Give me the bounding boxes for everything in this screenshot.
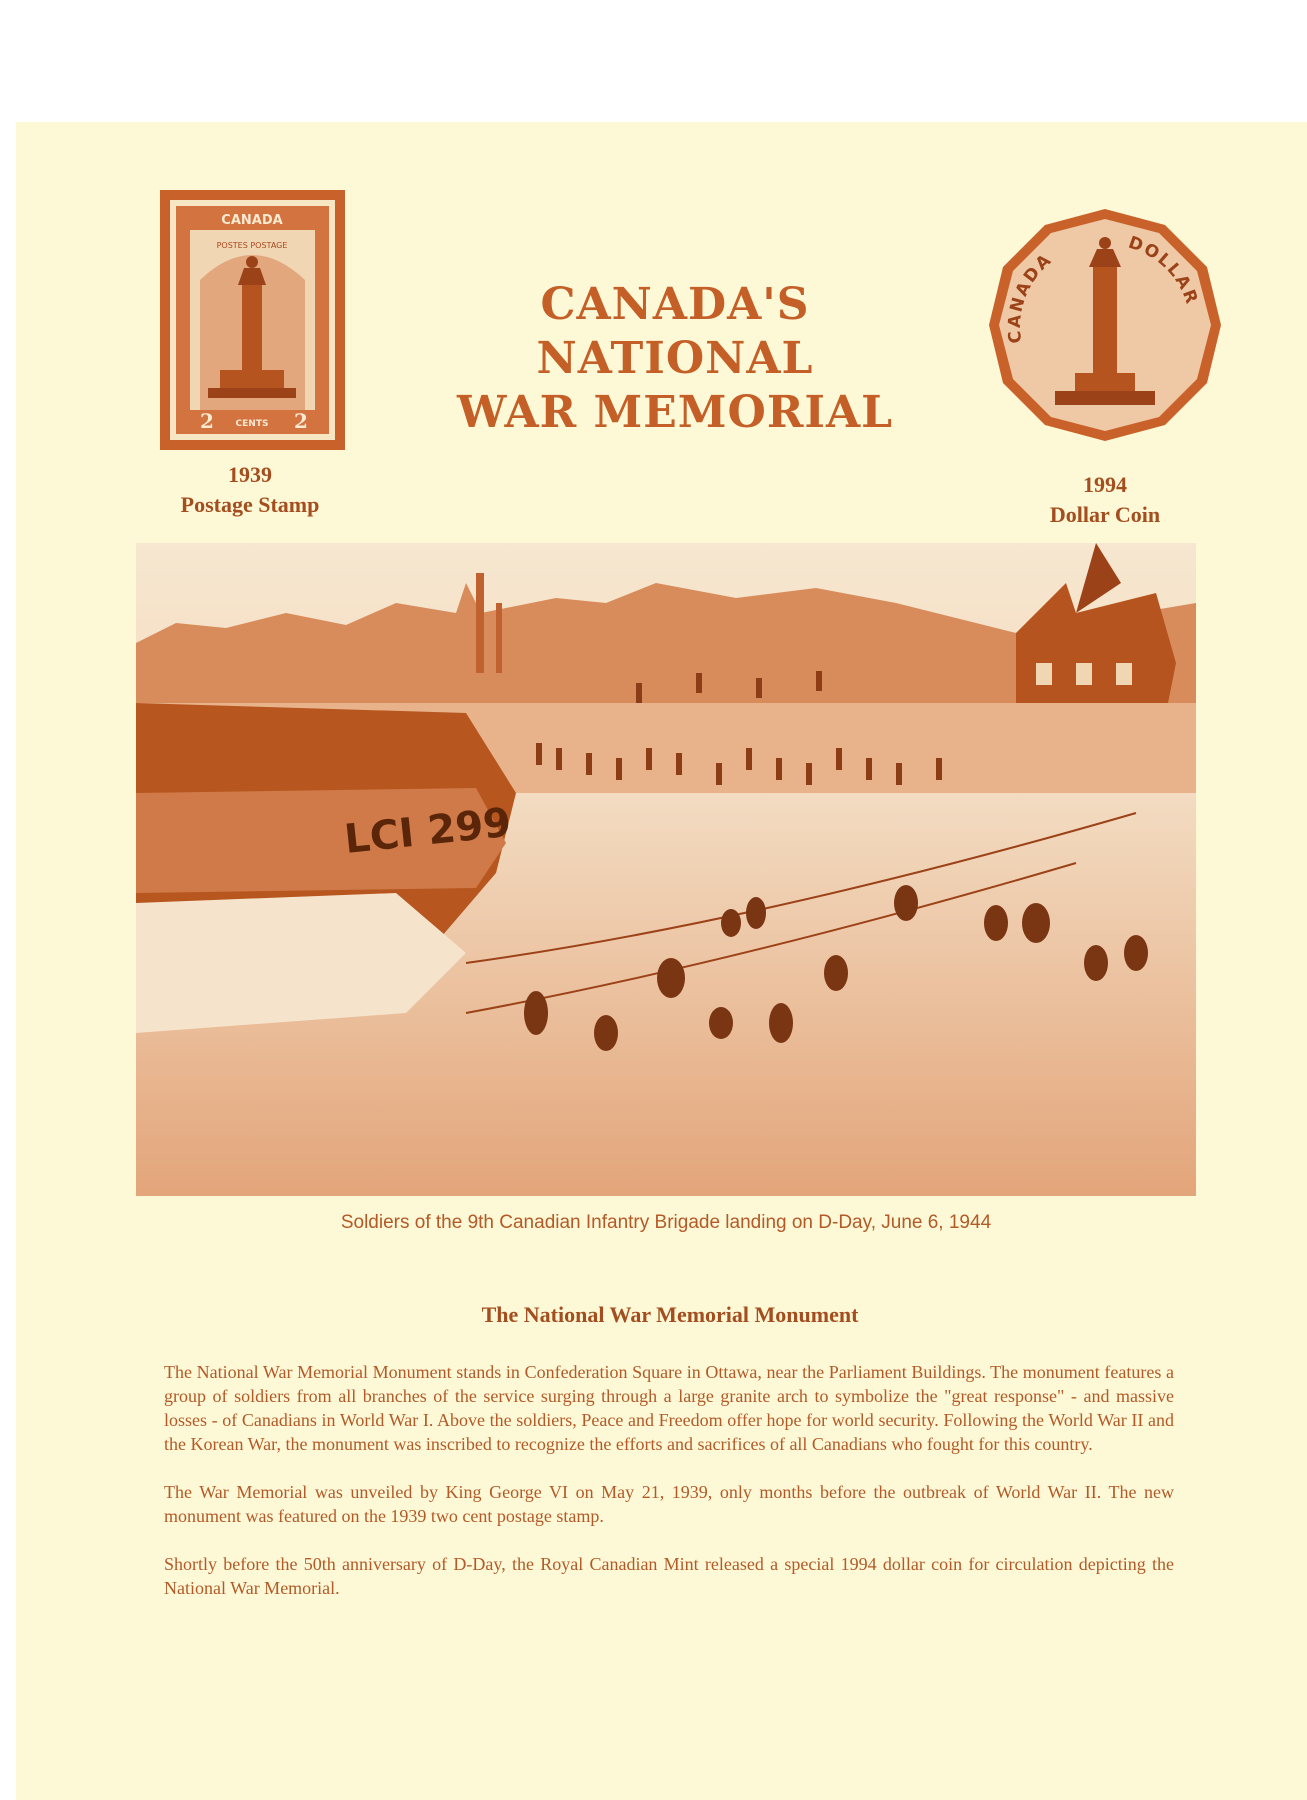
postage-stamp-image xyxy=(160,190,345,450)
stamp-label: Postage Stamp xyxy=(180,492,320,517)
coin-label: Dollar Coin xyxy=(1049,502,1161,527)
stamp-year: 1939 xyxy=(228,462,272,487)
svg-text:POSTES POSTAGE: POSTES POSTAGE xyxy=(216,241,288,250)
title-line-1: CANADA'S xyxy=(540,279,810,330)
svg-text:CANADA: CANADA xyxy=(221,213,283,228)
title-line-2: NATIONAL xyxy=(536,333,814,384)
paragraph-1: The National War Memorial Monument stands in Confederation Square in Ottawa, near the Parliament Buildings. The monument features a group of soldiers from all branches of the service surging through a large granite arch to symbolize the "great response" - and massive losses - of Canadians in World War I. Above the soldiers, Peace and Freedom offer hope for world security. Following the World War II and the Korean War, the monument was inscribed to recognize the efforts and sacrifices of all Canadians who fought for this country. xyxy=(164,1362,1174,1454)
stamp-caption xyxy=(130,460,370,520)
svg-text:CENTS: CENTS xyxy=(235,419,269,429)
dollar-coin-image xyxy=(985,205,1225,445)
svg-text:CANADA: CANADA xyxy=(1004,249,1057,345)
paragraph-2: The War Memorial was unveiled by King George VI on May 21, 1939, only months before the outbreak of World War II. The new monument was featured on the 1939 two cent postage stamp. xyxy=(164,1482,1174,1526)
svg-text:LCI 299: LCI 299 xyxy=(342,799,514,863)
svg-text:2: 2 xyxy=(294,409,308,433)
svg-text:2: 2 xyxy=(200,409,214,433)
page-title xyxy=(440,278,910,440)
dday-landing-photo xyxy=(136,543,1196,1196)
coin-caption xyxy=(1000,470,1210,530)
title-line-3: WAR MEMORIAL xyxy=(456,387,894,438)
svg-text:DOLLAR: DOLLAR xyxy=(1125,232,1202,309)
section-heading: The National War Memorial Monument xyxy=(481,1302,859,1327)
photo-caption: Soldiers of the 9th Canadian Infantry Brigade landing on D-Day, June 6, 1944 xyxy=(340,1212,992,1233)
paragraph-3: Shortly before the 50th anniversary of D-Day, the Royal Canadian Mint released a special 1994 dollar coin for circulation depicting the National War Memorial. xyxy=(164,1554,1174,1598)
body-text xyxy=(164,1360,1174,1624)
coin-year: 1994 xyxy=(1083,472,1127,497)
